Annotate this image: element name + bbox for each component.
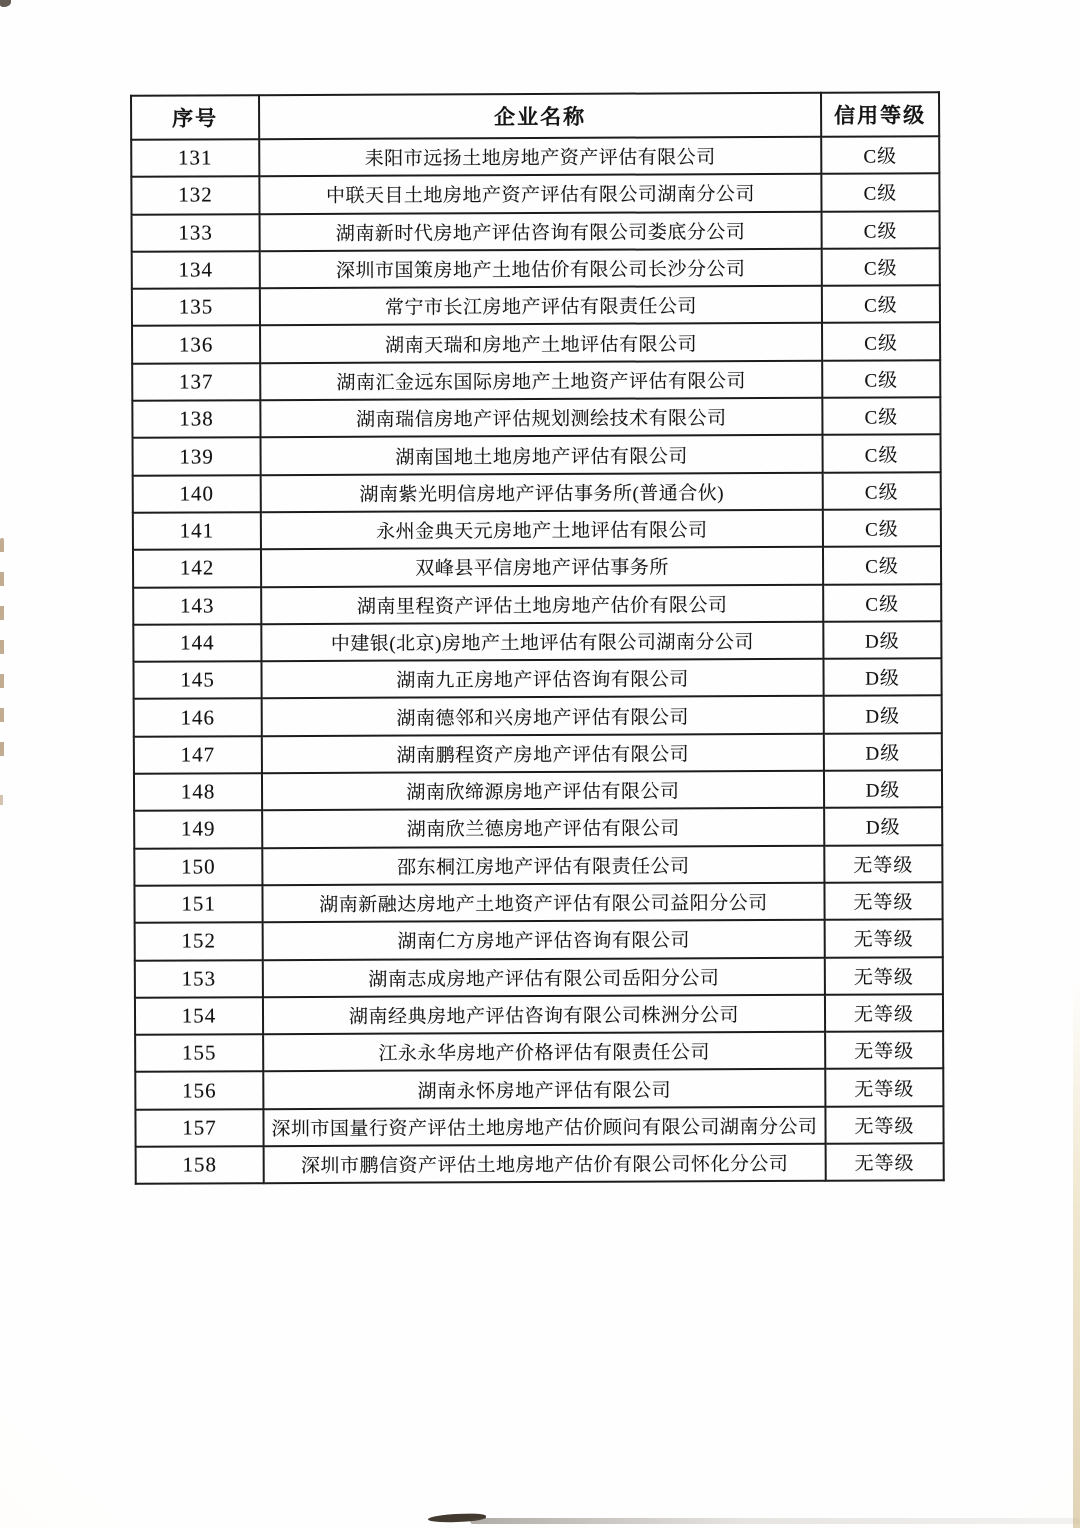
table-row	[133, 435, 941, 476]
rating-cell: C级	[822, 323, 940, 361]
company-name-cell: 湖南经典房地产评估咨询有限公司株洲分公司	[263, 995, 825, 1035]
company-name-cell: 永州金典天元房地产土地评估有限公司	[261, 510, 823, 550]
table-row	[135, 919, 943, 960]
index-cell: 143	[133, 587, 261, 625]
index-cell: 148	[134, 773, 262, 811]
company-name-cell: 中建银(北京)房地产土地评估有限公司湖南分公司	[261, 622, 823, 662]
company-name-cell: 湖南瑞信房地产评估规划测绘技术有限公司	[260, 398, 822, 438]
index-cell: 155	[135, 1034, 263, 1072]
company-name-cell: 深圳市鹏信资产评估土地房地产估价有限公司怀化分公司	[264, 1144, 826, 1184]
table-row	[133, 621, 941, 662]
company-name-cell: 湖南九正房地产评估咨询有限公司	[261, 659, 823, 699]
rating-cell: 无等级	[825, 1031, 943, 1069]
index-cell: 142	[133, 549, 261, 587]
rating-cell: C级	[821, 136, 939, 174]
index-cell: 136	[132, 326, 260, 364]
index-cell: 144	[133, 624, 261, 662]
table-row	[132, 285, 940, 326]
company-name-cell: 江永永华房地产价格评估有限责任公司	[263, 1032, 825, 1072]
table-row	[135, 1031, 943, 1072]
rating-cell: C级	[822, 285, 940, 323]
company-name-cell: 双峰县平信房地产评估事务所	[261, 547, 823, 587]
rating-cell: C级	[823, 509, 941, 547]
credit-rating-table	[130, 91, 945, 1185]
table-row	[132, 323, 940, 364]
table-row	[133, 472, 941, 513]
index-cell: 139	[133, 438, 261, 476]
company-name-cell: 中联天目土地房地产资产评估有限公司湖南分公司	[259, 174, 821, 214]
rating-cell: C级	[823, 584, 941, 622]
index-cell: 151	[134, 885, 262, 923]
index-cell: 145	[133, 661, 261, 699]
index-cell: 138	[132, 400, 260, 438]
company-name-cell: 常宁市长江房地产评估有限责任公司	[260, 286, 822, 326]
rating-cell: 无等级	[824, 845, 942, 883]
index-cell: 134	[132, 251, 260, 289]
company-name-cell: 湖南汇金远东国际房地产土地资产评估有限公司	[260, 361, 822, 401]
table-row	[133, 509, 941, 550]
company-name-cell: 湖南新时代房地产评估咨询有限公司娄底分公司	[260, 211, 822, 251]
company-name-cell: 湖南德邻和兴房地产评估有限公司	[262, 696, 824, 736]
company-name-cell: 湖南里程资产评估土地房地产估价有限公司	[261, 584, 823, 624]
table-row	[134, 733, 942, 774]
rating-cell: D级	[824, 808, 942, 846]
rating-cell: D级	[823, 658, 941, 696]
scan-artifact-corner-mark	[0, 0, 11, 7]
scan-artifact-left-edge	[0, 538, 4, 768]
rating-cell: 无等级	[825, 1069, 943, 1107]
company-name-cell: 湖南志成房地产评估有限公司岳阳分公司	[263, 957, 825, 997]
rating-cell: 无等级	[825, 957, 943, 995]
rating-cell: C级	[821, 174, 939, 212]
rating-cell: C级	[822, 248, 940, 286]
company-name-cell: 深圳市国量行资产评估土地房地产估价顾问有限公司湖南分公司	[263, 1106, 825, 1146]
company-name-cell: 邵东桐江房地产评估有限责任公司	[262, 845, 824, 885]
index-cell: 131	[131, 139, 259, 177]
table-row	[134, 882, 942, 923]
index-cell: 154	[135, 997, 263, 1035]
header-rating: 信用等级	[821, 92, 939, 137]
table-row	[134, 770, 942, 811]
company-name-cell: 湖南国地土地房地产评估有限公司	[261, 435, 823, 475]
index-cell: 150	[134, 848, 262, 886]
rating-cell: 无等级	[826, 1143, 944, 1181]
index-cell: 157	[135, 1109, 263, 1147]
index-cell: 149	[134, 811, 262, 849]
rating-cell: C级	[823, 546, 941, 584]
rating-cell: D级	[823, 621, 941, 659]
index-cell: 156	[135, 1072, 263, 1110]
index-cell: 152	[135, 922, 263, 960]
rating-cell: 无等级	[825, 994, 943, 1032]
company-name-cell: 耒阳市远扬土地房地产资产评估有限公司	[259, 137, 821, 177]
table-row	[131, 136, 939, 177]
rating-cell: 无等级	[824, 882, 942, 920]
scan-artifact-right-edge	[1073, 980, 1080, 1528]
rating-cell: C级	[823, 472, 941, 510]
index-cell: 140	[133, 475, 261, 513]
company-name-cell: 湖南欣缔源房地产评估有限公司	[262, 771, 824, 811]
rating-cell: C级	[822, 211, 940, 249]
table-row	[131, 174, 939, 215]
index-cell: 133	[132, 214, 260, 252]
table-row	[136, 1143, 944, 1184]
table-row	[132, 248, 940, 289]
index-cell: 153	[135, 960, 263, 998]
table-row	[132, 211, 940, 252]
header-index: 序号	[131, 95, 259, 140]
company-name-cell: 湖南仁方房地产评估咨询有限公司	[263, 920, 825, 960]
index-cell: 135	[132, 288, 260, 326]
table-row	[134, 696, 942, 737]
company-name-cell: 湖南欣兰德房地产评估有限公司	[262, 808, 824, 848]
index-cell: 132	[131, 177, 259, 215]
scan-artifact-bottom-band	[470, 1518, 1080, 1524]
table-row	[132, 360, 940, 401]
index-cell: 146	[134, 699, 262, 737]
table-row	[133, 658, 941, 699]
company-name-cell: 深圳市国策房地产土地估价有限公司长沙分公司	[260, 249, 822, 289]
table-row	[135, 1069, 943, 1110]
rating-cell: D级	[824, 696, 942, 734]
table-row	[135, 1106, 943, 1147]
table-body	[131, 136, 944, 1184]
index-cell: 147	[134, 736, 262, 774]
company-name-cell: 湖南天瑞和房地产土地评估有限公司	[260, 323, 822, 363]
rating-cell: D级	[824, 733, 942, 771]
table-row	[132, 397, 940, 438]
rating-cell: D级	[824, 770, 942, 808]
rating-cell: C级	[822, 360, 940, 398]
company-name-cell: 湖南永怀房地产评估有限公司	[263, 1069, 825, 1109]
company-name-cell: 湖南新融达房地产土地资产评估有限公司益阳分公司	[262, 883, 824, 923]
company-name-cell: 湖南鹏程资产房地产评估有限公司	[262, 733, 824, 773]
rating-cell: 无等级	[825, 1106, 943, 1144]
table-row	[134, 845, 942, 886]
table-row	[135, 994, 943, 1035]
rating-cell: C级	[822, 435, 940, 473]
header-name: 企业名称	[259, 93, 821, 139]
company-name-cell: 湖南紫光明信房地产评估事务所(普通合伙)	[261, 472, 823, 512]
rating-cell: C级	[822, 397, 940, 435]
table-row	[133, 584, 941, 625]
table-header-row	[131, 92, 939, 140]
rating-cell: 无等级	[825, 919, 943, 957]
index-cell: 137	[132, 363, 260, 401]
table-row	[135, 957, 943, 998]
index-cell: 158	[136, 1146, 264, 1184]
table-row	[133, 546, 941, 587]
table-row	[134, 808, 942, 849]
index-cell: 141	[133, 512, 261, 550]
scan-artifact-left-dot	[0, 795, 3, 805]
